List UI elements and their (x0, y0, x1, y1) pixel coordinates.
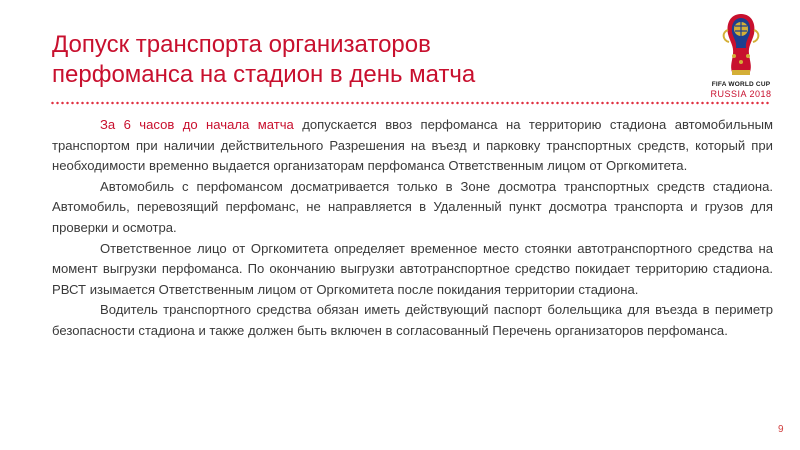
paragraph-text: допускается ввоз перфоманса на территорию стадиона автомобильным транспортом при наличии действительного Разрешения на въезд и парковку транспортных средств, который при необходимости временно выдается организаторам перфоманса Ответственным лицом от Оргкомитета. (52, 117, 773, 174)
slide-body (52, 115, 773, 342)
paragraph-3: Ответственное лицо от Оргкомитета определяет временное место стоянки автотранспортного средства на момент выгрузки перфоманса. По окончанию выгрузки автотранспортное средство покидает территорию стадиона. РВСТ изымается Ответственным лицом от Оргкомитета после покидания территории стадиона. (52, 240, 773, 297)
paragraph-4: Водитель транспортного средства обязан иметь действующий паспорт болельщика для въезда в периметр безопасности стадиона и также должен быть включен в согласованный Перечень организаторов перфоманса. (52, 302, 773, 338)
page-number: 9 (778, 424, 784, 435)
fifa-world-cup-logo (702, 10, 780, 100)
logo-caption-line-2: RUSSIA 2018 (710, 89, 772, 99)
slide-title (52, 30, 612, 90)
title-line-2: перфоманса на стадион в день матча (52, 61, 476, 88)
fifa-world-cup-trophy-emblem-icon (702, 10, 780, 80)
title-line-1: Допуск транспорта организаторов (52, 31, 431, 58)
logo-caption-line-1: FIFA WORLD CUP (711, 81, 771, 88)
paragraph-2: Автомобиль с перфомансом досматривается только в Зоне досмотра транспортных средств стадиона. Автомобиль, перевозящий перфоманс, не направляется в Удаленный пункт досмотра транспорта и грузов для проверки и осмотра. (52, 178, 773, 235)
paragraph-1 (52, 115, 773, 177)
highlighted-text: За 6 часов до начала матча (100, 117, 294, 132)
dotted-divider (50, 101, 770, 105)
